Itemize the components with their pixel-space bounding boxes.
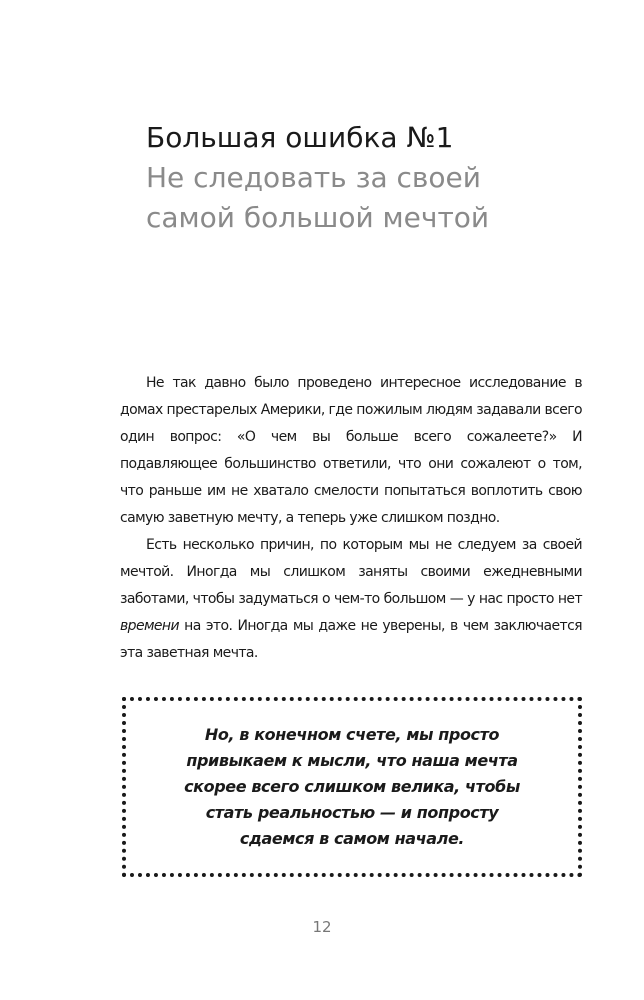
paragraph-2 bbox=[120, 532, 582, 667]
body-text bbox=[120, 370, 582, 667]
paragraph-2-text-b: на это. Иногда мы даже не уверены, в чем заключается эта заветная мечта. bbox=[120, 618, 582, 661]
chapter-title: Большая ошибка №1 bbox=[146, 121, 454, 154]
chapter-subtitle-line-1: Не следовать за своей bbox=[146, 161, 481, 194]
page-number: 12 bbox=[312, 918, 332, 936]
pull-quote-box bbox=[122, 697, 582, 877]
pull-quote-text: Но, в конечном счете, мы просто привыкаем к мысли, что наша мечта скорее всего слишком велика, чтобы стать реальностью — и попросту сдаемся в самом начале. bbox=[184, 725, 520, 848]
paragraph-2-text-a: Есть несколько причин, по которым мы не следуем за своей мечтой. Иногда мы слишком заняты своими ежедневными заботами, чтобы задуматься о чем-то большом — у нас просто нет bbox=[120, 537, 582, 607]
paragraph-2-emphasis: времени bbox=[120, 618, 179, 634]
chapter-heading bbox=[146, 118, 489, 238]
chapter-subtitle-line-2: самой большой мечтой bbox=[146, 201, 490, 234]
paragraph-1: Не так давно было проведено интересное исследование в домах престарелых Америки, где пожилым людям задавали всего один вопрос: «О чем вы больше всего сожалеете?» И подавляющее большинство ответили, что они сожалеют о том, что раньше им не хватало смелости попытаться воплотить свою самую заветную мечту, а теперь уже слишком поздно. bbox=[120, 375, 582, 526]
